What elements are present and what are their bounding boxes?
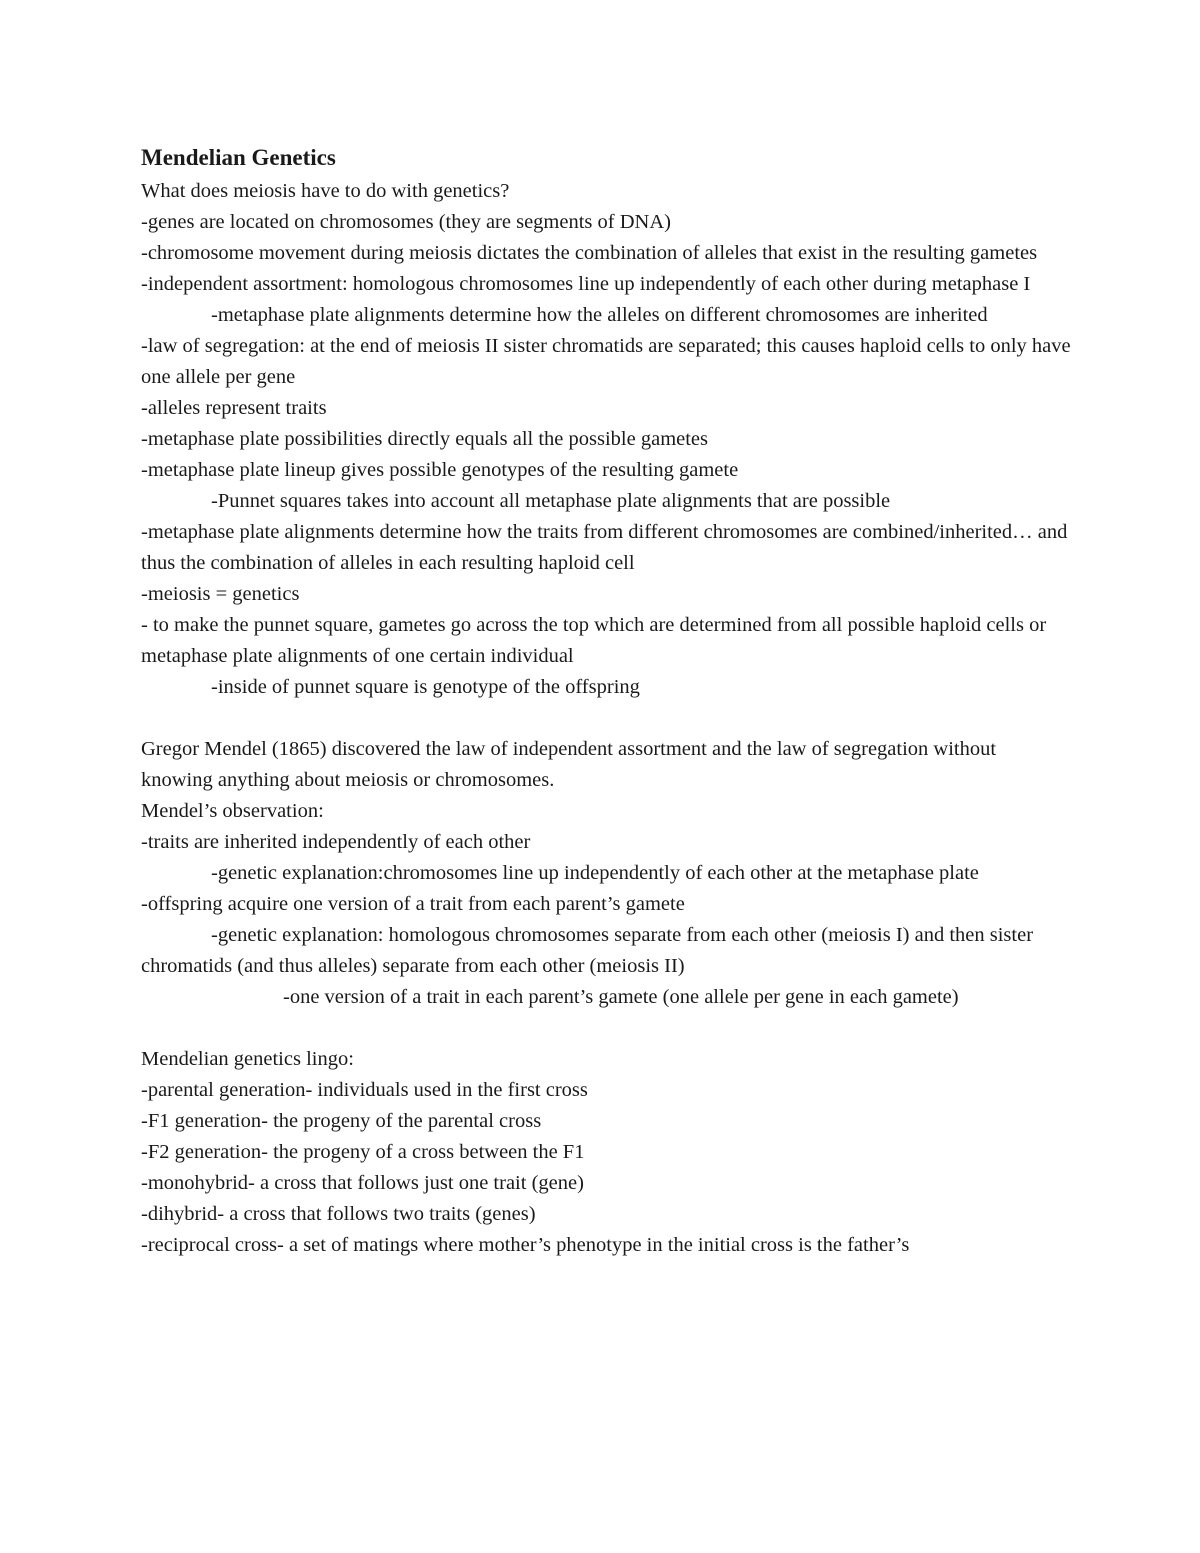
- text-line: -parental generation- individuals used in the first cross: [141, 1079, 588, 1101]
- text-line-indented: -genetic explanation:chromosomes line up independently of each other at the metaphase plate: [211, 862, 979, 884]
- text-line: -dihybrid- a cross that follows two traits (genes): [141, 1203, 536, 1225]
- text-line: -law of segregation: at the end of meiosis II sister chromatids are separated; this causes haploid cells to only have one allele per gene: [141, 335, 1071, 388]
- text-line-indented: -genetic explanation: homologous chromosomes separate from each other (meiosis I) and then sister chromatids (and thus alleles) separate from each other (meiosis II): [141, 924, 1034, 977]
- text-line-indented: -inside of punnet square is genotype of the offspring: [211, 676, 640, 698]
- text-line: -metaphase plate lineup gives possible genotypes of the resulting gamete: [141, 459, 739, 481]
- text-line: -independent assortment: homologous chromosomes line up independently of each other during metaphase I: [141, 273, 1031, 295]
- text-line: -alleles represent traits: [141, 397, 327, 419]
- text-line: -metaphase plate alignments determine how the traits from different chromosomes are combined/inherited… and thus the combination of alleles in each resulting haploid cell: [141, 521, 1068, 574]
- text-line: What does meiosis have to do with genetics?: [141, 180, 510, 202]
- text-line: - to make the punnet square, gametes go across the top which are determined from all possible haploid cells or metaphase plate alignments of one certain individual: [141, 614, 1047, 667]
- document-body: [141, 140, 1071, 1261]
- text-line: -F2 generation- the progeny of a cross between the F1: [141, 1141, 585, 1163]
- text-line: -genes are located on chromosomes (they are segments of DNA): [141, 211, 671, 233]
- document-title: Mendelian Genetics: [141, 145, 336, 170]
- text-line: -metaphase plate possibilities directly equals all the possible gametes: [141, 428, 709, 450]
- text-line: Gregor Mendel (1865) discovered the law of independent assortment and the law of segregation without knowing anything about meiosis or chromosomes.: [141, 738, 997, 791]
- paragraph-gap: [141, 1013, 1071, 1044]
- text-line-indented: -Punnet squares takes into account all metaphase plate alignments that are possible: [211, 490, 891, 512]
- text-line: -reciprocal cross- a set of matings where mother’s phenotype in the initial cross is the father’s: [141, 1234, 910, 1256]
- text-line: -chromosome movement during meiosis dictates the combination of alleles that exist in the resulting gametes: [141, 242, 1038, 264]
- text-line-double-indented: -one version of a trait in each parent’s gamete (one allele per gene in each gamete): [283, 986, 959, 1008]
- paragraph-gap: [141, 703, 1071, 734]
- text-line: Mendel’s observation:: [141, 800, 324, 822]
- text-line: -traits are inherited independently of each other: [141, 831, 531, 853]
- text-line: -meiosis = genetics: [141, 583, 300, 605]
- text-line-indented: -metaphase plate alignments determine how the alleles on different chromosomes are inherited: [211, 304, 988, 326]
- text-line: -offspring acquire one version of a trait from each parent’s gamete: [141, 893, 685, 915]
- text-line: Mendelian genetics lingo:: [141, 1048, 354, 1070]
- text-line: -F1 generation- the progeny of the parental cross: [141, 1110, 542, 1132]
- text-line: -monohybrid- a cross that follows just one trait (gene): [141, 1172, 584, 1194]
